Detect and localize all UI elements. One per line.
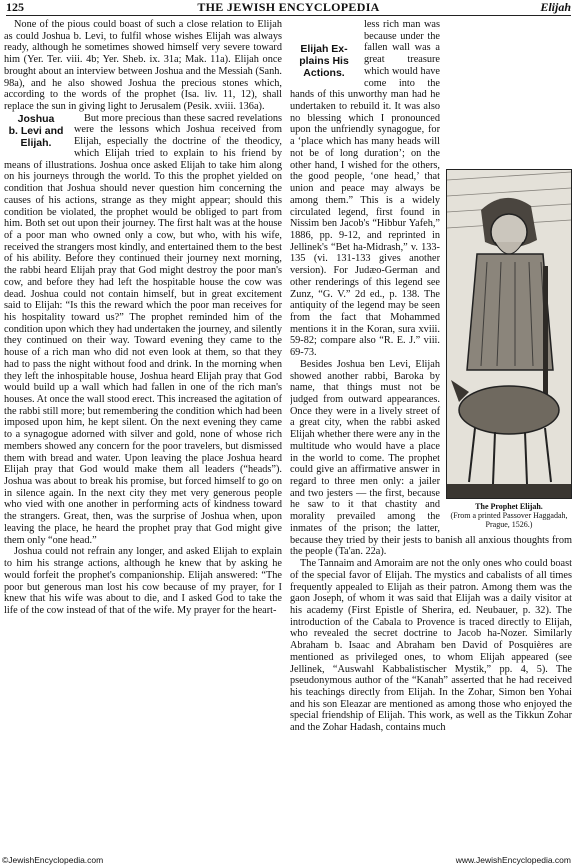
sidenote-explains: Elijah Ex- plains His Actions.: [299, 43, 349, 79]
figure-caption: [446, 502, 572, 529]
paragraph: The Tannaim and Amoraim are not the only ones who could boast of the special favor of Elijah. The mystics and cabalists of all times frequently appealed to Elijah as their patron. Among them was the gaon Joseph, of whom it was said that Elijah was a daily visitor at his academy (First Epistle of Sherira, ed. Neubauer, p. 32). The introduction of the Cabala to Provence is traced directly to Elijah, who revealed the secret doctrine to Jacob ha-Nozer. Similarly Abraham b. Isaac and Abraham ben David of Posquières are mentioned as privileged ones, to whom Elijah appeared (see Jellinek, “Auswahl Kabbalistischer Mystik,” pp. 4, 5). The pseudonymous author of the “Kanah” asserted that he had received his teachings directly from Elijah. In the Zohar, Simon ben Yohai and his son Eleazar are mentioned as among those who enjoyed the special friendship of Elijah. This work, as well as the Tikkun Zohar and the Zohar Hadash, contains much: [290, 558, 572, 734]
footer-copyright: ©JewishEncyclopedia.com: [2, 855, 104, 865]
paragraph: Joshua could not refrain any longer, and asked Elijah to explain to him his strange actions, although he knew that by asking he would forfeit the prophet's companionship. Elijah answered: “The poor but generous man lost his cow because of my prayer, for I knew that his wife was about to die, and I asked God to take the life of the cow instead of that of the wife. My prayer for the heart-: [4, 546, 282, 616]
journal-title: THE JEWISH ENCYCLOPEDIA: [197, 0, 380, 14]
header-rule: [6, 15, 571, 16]
page-number: 125: [6, 0, 24, 14]
paragraph: But more precious than these sacred revelations were the lessons which Joshua received from Elijah, especially the doctrine of the theodicy, which Elijah tried to explain to his friend by means of illustrations. Joshua once asked Elijah to take him along on his journeys through the world. To this the prophet yielded on condition that Joshua should never question him concerning the causes of his actions, strange as they might appear; should this condition be violated, the prophet would be obliged to part from him. Both set out upon their journey. The first halt was at the house of a poor man who owned only a cow, but who, with his wife, received the strangers most kindly, and entertained them to the best of his ability. Before they continued their journey next morning, the rabbi heard Elijah pray that God might destroy the poor man's cow, and before they had left the hospitable house the cow was dead. Joshua could not contain himself, but in great excitement said to Elijah: “Is this the reward which the poor man receives for his hospitality toward us?” The prophet reminded him of the condition upon which they had undertaken the journey, and silently they continued on their way. Toward evening they came to the house of a rich man who did not even look at them, so that they had to pass the night without food and drink. In the morning when they left the inhospitable house, Joshua heard Elijah pray that God would build up a wall which had fallen in one of the rich man's houses. At once the wall stood erect. This increased the agitation of the rabbi still more; but remembering the condition which had been imposed upon him, he kept silent. On the next evening they came to a synagogue adorned with silver and gold, none of whose rich members showed any concern for the poor travelers, but dismissed them with bread and water. Upon leaving the place Joshua heard Elijah pray that God would make them all leaders (“heads”). Joshua was about to break his promise, but forced himself to go on in silence again. In the next city they met very generous people who vied with one another in performing acts of kindness toward the strangers. Great, then, was the surprise of Joshua when, upon leaving the place, he heard the prophet pray that God might give them only “one head.”: [4, 112, 282, 546]
paragraph: less rich man was because under the fallen wall was a great treasure which would have come into the hands of this unworthy man had he undertaken to rebuild it. It was also no blessing which I pronounced upon the unfriendly synagogue, for a ‘place which has many heads will not be of long duration’; on the other hand, I wished for the others, the good people, ‘one head,’ that union and peace may always be among them.” This is a widely circulated legend, first found in Nissim ben Jacob's “Hibbur Yafeh,” 1886, pp. 9-12, and reprinted in Jellinek's “Bet ha-Midrash,” v. 133-135 (vi. 131-133 gives another version). For Judæo-German and other renderings of this legend see Zunz, “G. V.” 2d ed., p. 138. The antiquity of the legend may be seen from the fact that Mohammed mentions it in the Koran, sura xviii. 59-82; compare also “R. E. J.” viii. 69-73.: [290, 19, 440, 359]
prophet-woodcut-image: [446, 169, 572, 499]
paragraph: None of the pious could boast of such a close relation to Elijah as could Joshua b. Levi, to fulfil whose wishes Elijah was always ready, although he sometimes showed himself very severe toward him (Yer. Ter. viii. 4b; Yer. Sheb. ix. 31a; Mak. 11a). Elijah once brought about an interview between Joshua and the Messiah (Sanh. 98a), and he also showed Joshua the precious stones which, according to the words of the prophet (Isa. liv. 11, 12), shall replace the sun in giving light to Jerusalem (Pesik. xviii. 136a).: [4, 19, 282, 113]
headword: Elijah: [540, 0, 571, 14]
footer-site-link[interactable]: www.JewishEncyclopedia.com: [455, 855, 571, 865]
footer: [0, 854, 577, 866]
figure: [446, 169, 572, 529]
left-column: [4, 19, 282, 849]
figure-title: The Prophet Elijah.: [475, 502, 543, 511]
figure-source: (From a printed Passover Haggadah, Prague, 1526.): [450, 511, 568, 529]
paragraph: Besides Joshua ben Levi, Elijah showed another rabbi, Baroka by name, that things must not be judged from outward appearances. Once they were in a lively street of a great city, when the rabbi asked Elijah whether there were any in the multitude who would have a place in the world to come. The prophet could give an affirmative answer in regard to three men only: a jailer and two jesters — the first, because he saw to it that chastity and morality prevailed among the inmates of the prison; the latter, because they tried by their jests to banish all anxious thoughts from the people (Ta'an. 22a).: [290, 358, 572, 558]
right-column: [290, 19, 572, 849]
sidenote-joshua: Joshua b. Levi and Elijah.: [8, 112, 64, 149]
running-header: [6, 0, 571, 14]
